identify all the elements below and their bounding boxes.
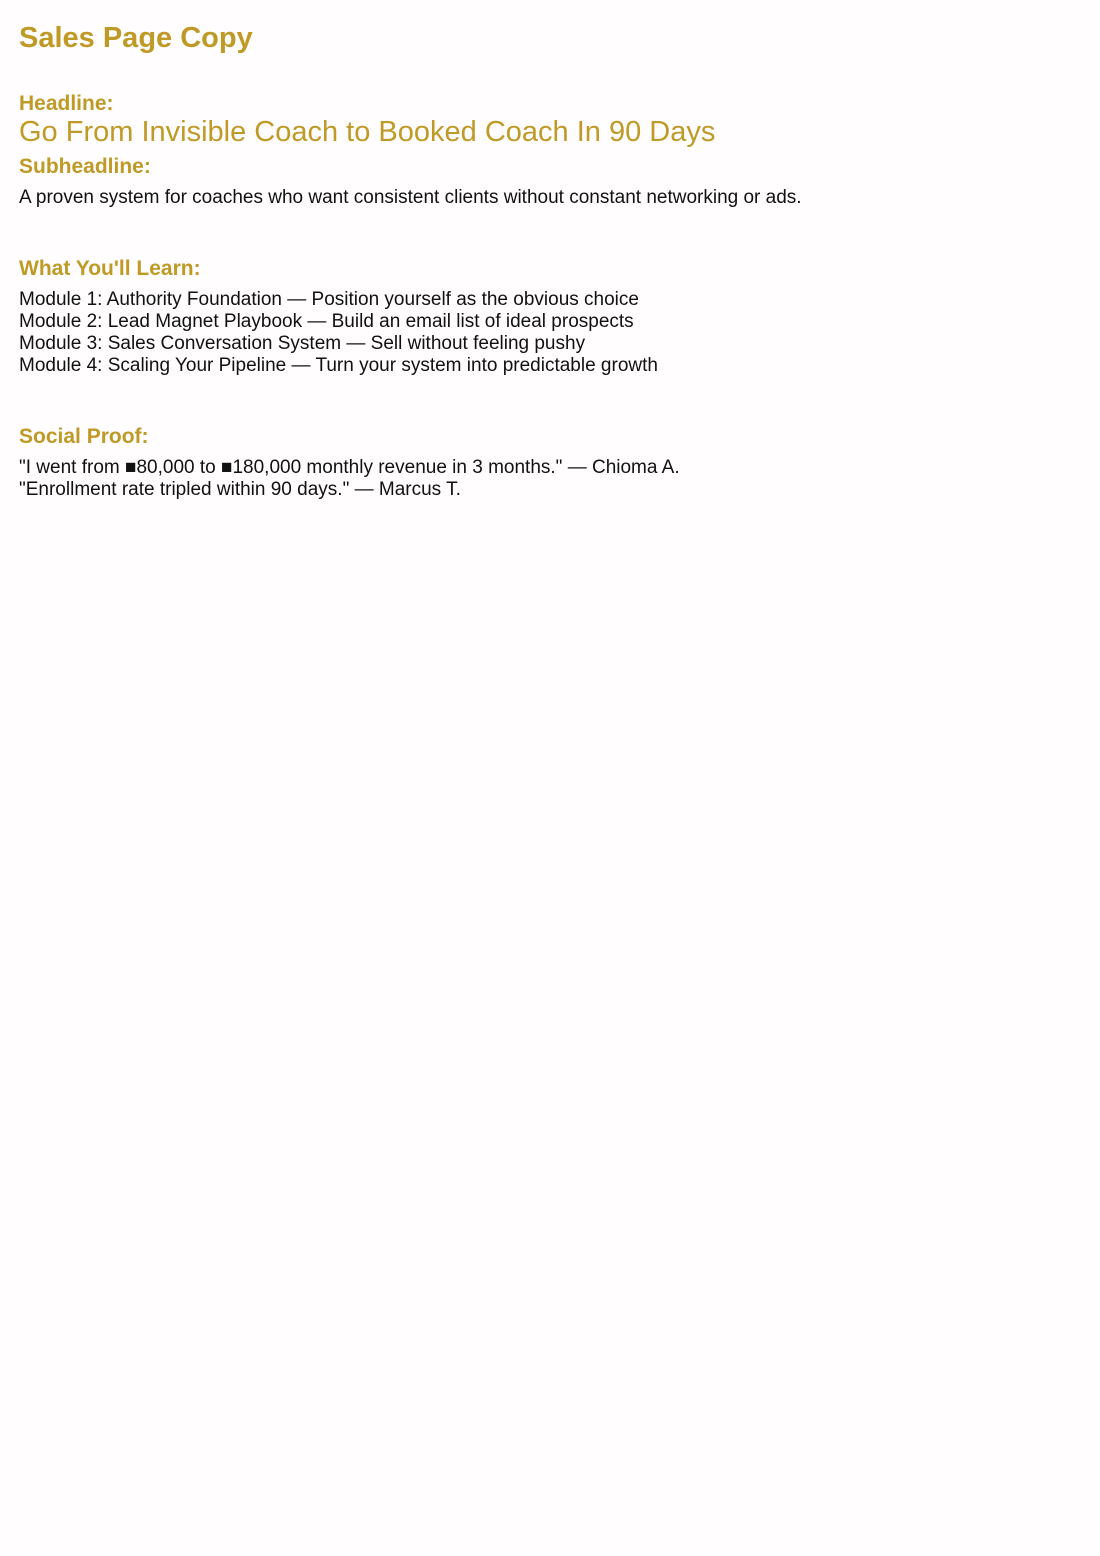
module-item: Module 3: Sales Conversation System — Sell without feeling pushy: [19, 333, 586, 354]
module-list: [19, 289, 658, 377]
testimonial-item: "Enrollment rate tripled within 90 days." — Marcus T.: [19, 479, 461, 500]
headline-text: Go From Invisible Coach to Booked Coach In 90 Days: [19, 116, 716, 148]
testimonial-item: "I went from ■80,000 to ■180,000 monthly revenue in 3 months." — Chioma A.: [19, 457, 680, 478]
subheadline-text: A proven system for coaches who want consistent clients without constant networking or ads.: [19, 187, 802, 208]
testimonial-list: [19, 457, 680, 501]
document-title: Sales Page Copy: [19, 22, 253, 54]
module-item: Module 1: Authority Foundation — Position yourself as the obvious choice: [19, 289, 639, 310]
subheadline-label: Subheadline:: [19, 155, 151, 178]
social-proof-label: Social Proof:: [19, 425, 149, 448]
module-item: Module 2: Lead Magnet Playbook — Build an email list of ideal prospects: [19, 311, 634, 332]
learn-label: What You'll Learn:: [19, 257, 201, 280]
module-item: Module 4: Scaling Your Pipeline — Turn your system into predictable growth: [19, 355, 658, 376]
headline-label: Headline:: [19, 92, 114, 115]
